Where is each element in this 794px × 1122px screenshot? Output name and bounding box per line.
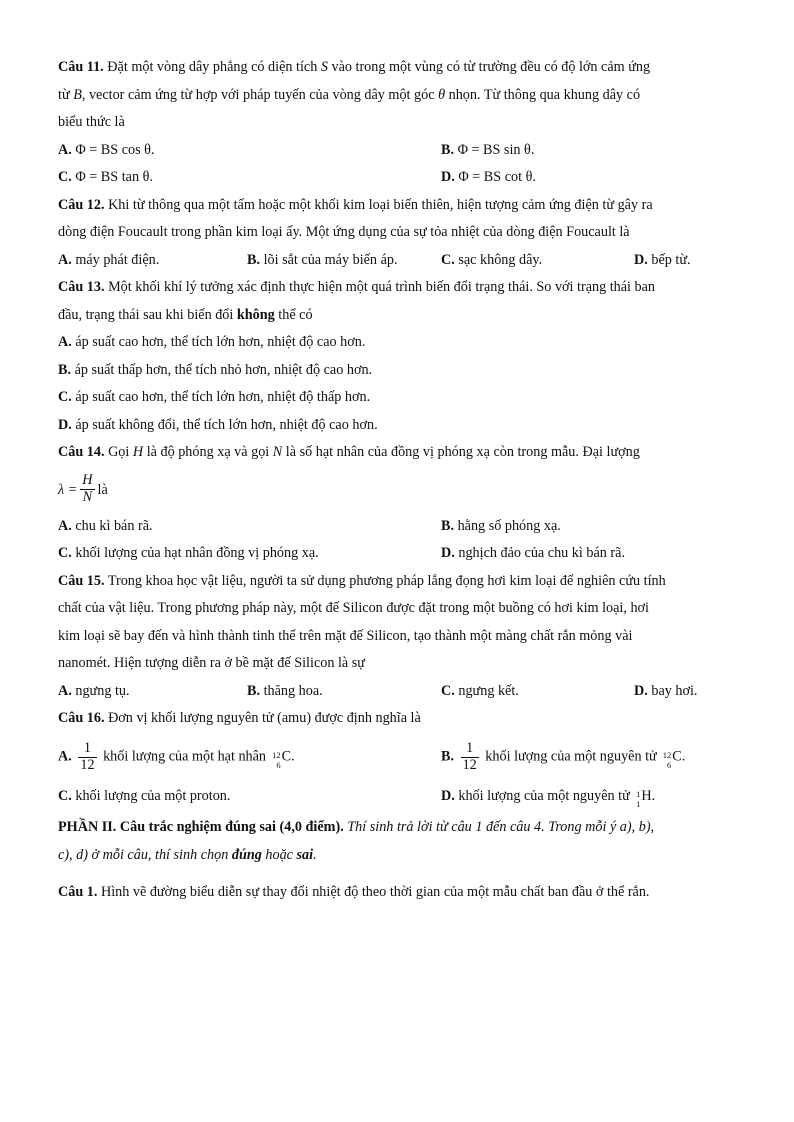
isotope-notation: 12 6 <box>662 749 672 770</box>
question-14: Câu 14. Gọi H là độ phóng xạ và gọi N là số hạt nhân của đồng vị phóng xạ còn trong mẫu. Đại lượng λ = $\frac{H}{N}$ là A. chu kì bán rã. B. hằng số phóng xạ. C. khối lượng của hạt nhân đồng vị phóng xạ. D. nghịch đảo của chu kì bán rã. <box>58 439 738 568</box>
question-label: Câu 15. <box>58 572 105 589</box>
question-label: Câu 12. <box>58 196 105 213</box>
exam-page <box>58 54 738 907</box>
option-d: D. nghịch đảo của chu kì bán rã. <box>441 545 625 561</box>
option-a: A. ngưng tụ. <box>58 682 130 699</box>
option-c: C. sạc không dây. <box>441 251 543 268</box>
option-b: B. Φ = BS sin θ. <box>441 141 535 158</box>
question-label: Câu 1. <box>58 884 98 900</box>
fraction: $\frac{1}{12}$ <box>80 740 95 773</box>
option-a: A. áp suất cao hơn, thể tích lớn hơn, nhiệt độ cao hơn. <box>58 334 366 350</box>
section-heading: PHẦN II. Câu trắc nghiệm đúng sai (4,0 điểm). <box>58 819 344 835</box>
question-label: Câu 11. <box>58 59 104 75</box>
option-d: D. bay hơi. <box>634 682 698 699</box>
option-d: D. Φ = BS cot θ. <box>441 169 536 185</box>
option-d: D. khối lượng của một nguyên tử 1 1 H. <box>441 787 656 809</box>
option-a: A. chu kì bán rã. <box>58 517 153 534</box>
question-12: Câu 12. Khi từ thông qua một tấm hoặc một khối kim loại biến thiên, hiện tượng cảm ứng điện từ gây ra dòng điện Foucault trong phần kim loại ấy. Một ứng dụng của sự tỏa nhiệt của dòng điện Foucault là A. máy phát điện. B. lõi sắt của máy biến áp. C. sạc không dây. D. bếp từ. <box>58 192 738 275</box>
isotope-notation: 12 6 <box>272 749 281 770</box>
option-b: B. hằng số phóng xạ. <box>441 517 561 534</box>
question-13: Câu 13. Một khối khí lý tưởng xác định thực hiện một quá trình biến đổi trạng thái. So với trạng thái ban đầu, trạng thái sau khi biến đổi không thể có A. áp suất cao hơn, thể tích lớn hơn, nhiệt độ cao hơn. B. áp suất thấp hơn, thể tích nhỏ hơn, nhiệt độ cao hơn. C. áp suất cao hơn, thể tích lớn hơn, nhiệt độ thấp hơn. D. áp suất không đổi, thể tích lớn hơn, nhiệt độ cao hơn. <box>58 274 738 439</box>
option-c: C. ngưng kết. <box>441 682 519 699</box>
option-c: C. khối lượng của một proton. <box>58 787 231 804</box>
option-d: D. áp suất không đổi, thể tích lớn hơn, nhiệt độ cao hơn. <box>58 416 378 433</box>
option-c: C. Φ = BS tan θ. <box>58 169 153 185</box>
question-15: Câu 15. Trong khoa học vật liệu, người ta sử dụng phương pháp lắng đọng hơi kim loại để nghiên cứu tính chất của vật liệu. Trong phương pháp này, một đế Silicon được đặt trong một buồng có hơi kim loại, hơi kim loại sẽ bay đến và hình thành tinh thể trên mặt đế Silicon, tạo thành một màng chất rắn mỏng vài nanomét. Hiện tượng diễn ra ở bề mặt đế Silicon là sự A. ngưng tụ. B. thăng hoa. C. ngưng kết. D. bay hơi. <box>58 568 738 706</box>
question-label: Câu 14. <box>58 444 105 460</box>
lambda-formula: λ = $\frac{H}{N}$ là <box>58 472 108 505</box>
option-a: A. $\frac{1}{12}$ khối lượng của một hạt nhân 12 6 C. <box>58 740 295 773</box>
question-label: Câu 13. <box>58 279 105 295</box>
option-b: B. $\frac{1}{12}$ khối lượng của một nguyên tử 12 6 C. <box>441 740 686 773</box>
question-16: Câu 16. Đơn vị khối lượng nguyên tử (amu) được định nghĩa là A. $\frac{1}{12}$ khối lượng của một hạt nhân 12 6 C. B. $\frac{1}{12}$ khối lượng của một nguyên tử 12 6 C. C. khối lượng của một proton. D. khối lượng của một nguyên tử 1 1 H. <box>58 710 686 809</box>
part-2-section: PHẦN II. Câu trắc nghiệm đúng sai (4,0 điểm). Thí sinh trả lời từ câu 1 đến câu 4. Trong mỗi ý a), b), c), d) ở mỗi câu, thí sinh chọn đúng hoặc sai. Câu 1. Hình vẽ đường biểu diễn sự thay đổi nhiệt độ theo thời gian của một mẫu chất ban đầu ở thể rắn. <box>58 819 655 900</box>
option-b: B. áp suất thấp hơn, thể tích nhỏ hơn, nhiệt độ cao hơn. <box>58 361 373 378</box>
isotope-notation: 1 1 <box>636 788 641 809</box>
question-label: Câu 16. <box>58 710 105 726</box>
option-c: C. áp suất cao hơn, thể tích lớn hơn, nhiệt độ thấp hơn. <box>58 389 371 405</box>
option-b: B. lõi sắt của máy biến áp. <box>247 251 398 268</box>
option-c: C. khối lượng của hạt nhân đồng vị phóng xạ. <box>58 545 319 561</box>
fraction: $\frac{H}{N}$ <box>82 472 93 505</box>
option-d: D. bếp từ. <box>634 251 691 268</box>
option-a: A. máy phát điện. <box>58 251 160 268</box>
fraction: $\frac{1}{12}$ <box>462 740 477 773</box>
option-a: A. Φ = BS cos θ. <box>58 141 155 158</box>
option-b: B. thăng hoa. <box>247 682 323 699</box>
question-11: Câu 11. Đặt một vòng dây phẳng có diện tích S vào trong một vùng có từ trường đều có độ lớn cảm ứng từ B, vector cảm ứng từ hợp với pháp tuyến của vòng dây một góc θ nhọn. Từ thông qua khung dây có biểu thức là A. Φ = BS cos θ. B. Φ = BS sin θ. C. Φ = BS tan θ. D. Φ = BS cot θ. <box>58 54 738 192</box>
